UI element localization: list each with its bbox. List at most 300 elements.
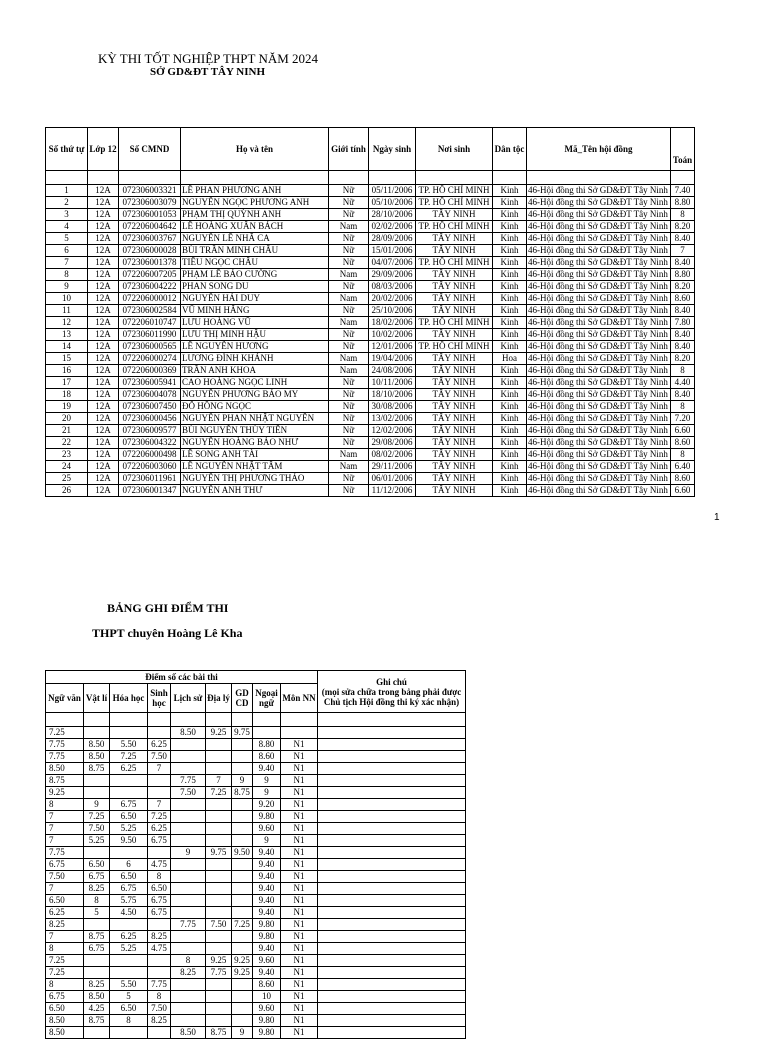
cell-full-name: NGUYỄN ANH THƯ	[181, 485, 329, 497]
table-row	[46, 919, 466, 931]
table-row	[46, 727, 466, 739]
cell-stt: 14	[46, 341, 88, 353]
cell-full-name: BÙI TRẦN MINH CHÂU	[181, 245, 329, 257]
table-row	[46, 473, 695, 485]
cell-id-number: 072306004078	[119, 389, 181, 401]
cell-note	[318, 763, 466, 775]
table-row	[46, 293, 695, 305]
cell-class: 12A	[88, 257, 119, 269]
cell-exam-council: 46-Hội đồng thi Sở GD&ĐT Tây Ninh	[527, 389, 671, 401]
table-row	[46, 209, 695, 221]
table-row	[46, 979, 466, 991]
cell-full-name: NGUYỄN PHAN NHẬT NGUYÊN	[181, 413, 329, 425]
cell-id-number: 072306009577	[119, 425, 181, 437]
cell-stt: 17	[46, 377, 88, 389]
cell-ethnicity: Kinh	[493, 413, 527, 425]
cell-full-name: PHẠM LÊ BẢO CƯỜNG	[181, 269, 329, 281]
cell-birthplace: TÂY NINH	[416, 281, 493, 293]
cell-full-name: TRẦN ANH KHOA	[181, 365, 329, 377]
score-table-group-header	[46, 671, 466, 684]
cell-foreign-language: 8.60	[253, 751, 281, 763]
cell-birth-date: 12/01/2006	[369, 341, 416, 353]
cell-note	[318, 835, 466, 847]
cell-history	[171, 907, 206, 919]
cell-literature: 8.75	[46, 775, 84, 787]
cell-civics	[232, 907, 253, 919]
table-row	[46, 907, 466, 919]
cell-gender: Nữ	[329, 329, 369, 341]
cell-physics: 8.50	[84, 991, 110, 1003]
cell-class: 12A	[88, 305, 119, 317]
cell-geography	[206, 799, 232, 811]
cell-foreign-language: 9.40	[253, 967, 281, 979]
cell-class: 12A	[88, 197, 119, 209]
cell-exam-council: 46-Hội đồng thi Sở GD&ĐT Tây Ninh	[527, 185, 671, 197]
cell-chemistry	[110, 847, 148, 859]
cell-note	[318, 931, 466, 943]
table-row	[46, 943, 466, 955]
cell-birthplace: TÂY NINH	[416, 461, 493, 473]
table-row	[46, 883, 466, 895]
cell-full-name: LƯƠNG ĐÌNH KHÁNH	[181, 353, 329, 365]
cell-math-score: 6.60	[671, 425, 695, 437]
cell-stt: 4	[46, 221, 88, 233]
cell-geography: 7.75	[206, 967, 232, 979]
cell-civics	[232, 979, 253, 991]
cell-foreign-language: 9.80	[253, 811, 281, 823]
cell-id-number: 072306000456	[119, 413, 181, 425]
cell-gender: Nữ	[329, 413, 369, 425]
cell-birth-date: 08/02/2006	[369, 449, 416, 461]
cell-history	[171, 811, 206, 823]
cell-note	[318, 751, 466, 763]
cell-foreign-language: 9.40	[253, 847, 281, 859]
cell-gender: Nữ	[329, 281, 369, 293]
cell-class: 12A	[88, 329, 119, 341]
cell-physics: 8	[84, 895, 110, 907]
cell-math-score: 8	[671, 449, 695, 461]
cell-civics	[232, 883, 253, 895]
cell-biology: 4.75	[148, 943, 171, 955]
cell-math-score: 8.40	[671, 257, 695, 269]
cell-foreign-language: 9.40	[253, 943, 281, 955]
cell-biology: 6.75	[148, 907, 171, 919]
cell-gender: Nữ	[329, 233, 369, 245]
cell-class: 12A	[88, 437, 119, 449]
cell-stt: 9	[46, 281, 88, 293]
cell-math-score: 8.40	[671, 389, 695, 401]
cell-math-score: 7.40	[671, 185, 695, 197]
cell-geography	[206, 883, 232, 895]
cell-birth-date: 29/08/2006	[369, 437, 416, 449]
cell-language-code: N1	[281, 763, 318, 775]
col-header-physics: Vật lí	[84, 684, 110, 713]
cell-history	[171, 979, 206, 991]
cell-ethnicity: Kinh	[493, 365, 527, 377]
cell-language-code: N1	[281, 895, 318, 907]
cell-stt: 12	[46, 317, 88, 329]
table-row	[46, 281, 695, 293]
cell-class: 12A	[88, 353, 119, 365]
cell-physics: 6.75	[84, 871, 110, 883]
cell-civics: 8.75	[232, 787, 253, 799]
cell-math-score: 8	[671, 401, 695, 413]
cell-biology: 6.75	[148, 895, 171, 907]
note-header: Ghi chú (mọi sửa chữa trong bảng phải được Chủ tịch Hội đồng thi ký xác nhận)	[318, 671, 466, 713]
cell-geography	[206, 907, 232, 919]
cell-full-name: LÊ SONG ANH TÀI	[181, 449, 329, 461]
cell-ethnicity: Kinh	[493, 401, 527, 413]
cell-exam-council: 46-Hội đồng thi Sở GD&ĐT Tây Ninh	[527, 473, 671, 485]
cell-id-number: 072306004222	[119, 281, 181, 293]
cell-stt: 24	[46, 461, 88, 473]
cell-full-name: CAO HOÀNG NGỌC LINH	[181, 377, 329, 389]
cell-geography	[206, 931, 232, 943]
score-group-header: Điểm số các bài thi	[46, 671, 318, 684]
cell-exam-council: 46-Hội đồng thi Sở GD&ĐT Tây Ninh	[527, 269, 671, 281]
cell-literature: 7.25	[46, 955, 84, 967]
cell-birth-date: 20/02/2006	[369, 293, 416, 305]
cell-exam-council: 46-Hội đồng thi Sở GD&ĐT Tây Ninh	[527, 425, 671, 437]
cell-biology: 6.50	[148, 883, 171, 895]
table-row	[46, 329, 695, 341]
cell-gender: Nữ	[329, 305, 369, 317]
cell-literature: 7	[46, 823, 84, 835]
cell-id-number: 072206007205	[119, 269, 181, 281]
cell-full-name: PHAN SONG DU	[181, 281, 329, 293]
cell-id-number: 072306002584	[119, 305, 181, 317]
cell-note	[318, 775, 466, 787]
cell-full-name: LÊ NGUYỄN HƯƠNG	[181, 341, 329, 353]
col-header-foreign-language: Ngoại ngữ	[253, 684, 281, 713]
cell-foreign-language: 8.60	[253, 979, 281, 991]
cell-stt: 7	[46, 257, 88, 269]
cell-math-score: 7.20	[671, 413, 695, 425]
cell-foreign-language: 9.60	[253, 955, 281, 967]
cell-stt: 19	[46, 401, 88, 413]
cell-physics	[84, 919, 110, 931]
cell-history	[171, 943, 206, 955]
cell-foreign-language	[253, 727, 281, 739]
cell-birth-date: 19/04/2006	[369, 353, 416, 365]
cell-birth-date: 11/12/2006	[369, 485, 416, 497]
cell-id-number: 072206010747	[119, 317, 181, 329]
cell-history	[171, 1015, 206, 1027]
cell-biology: 6.75	[148, 835, 171, 847]
cell-geography: 8.75	[206, 1027, 232, 1039]
cell-birth-date: 29/09/2006	[369, 269, 416, 281]
cell-math-score: 8.80	[671, 197, 695, 209]
cell-chemistry: 6.50	[110, 1003, 148, 1015]
cell-literature: 8	[46, 979, 84, 991]
table-row	[46, 365, 695, 377]
cell-civics	[232, 811, 253, 823]
table-row	[46, 847, 466, 859]
cell-exam-council: 46-Hội đồng thi Sở GD&ĐT Tây Ninh	[527, 197, 671, 209]
col-header-stt: Số thứ tự	[46, 128, 88, 171]
exam-title: KỲ THI TỐT NGHIỆP THPT NĂM 2024	[98, 51, 319, 66]
cell-birthplace: TÂY NINH	[416, 269, 493, 281]
cell-stt: 2	[46, 197, 88, 209]
cell-math-score: 4.40	[671, 377, 695, 389]
col-header-birthplace: Nơi sinh	[416, 128, 493, 171]
table-row	[46, 197, 695, 209]
cell-biology	[148, 967, 171, 979]
cell-foreign-language: 9.40	[253, 883, 281, 895]
cell-foreign-language: 9.60	[253, 1003, 281, 1015]
col-header-history: Lịch sử	[171, 684, 206, 713]
cell-gender: Nữ	[329, 197, 369, 209]
cell-note	[318, 943, 466, 955]
cell-math-score: 8.60	[671, 473, 695, 485]
cell-language-code: N1	[281, 811, 318, 823]
col-header-ethnicity: Dân tộc	[493, 128, 527, 171]
cell-chemistry: 5.25	[110, 943, 148, 955]
cell-exam-council: 46-Hội đồng thi Sở GD&ĐT Tây Ninh	[527, 485, 671, 497]
cell-history	[171, 883, 206, 895]
cell-birthplace: TP. HỒ CHÍ MINH	[416, 317, 493, 329]
cell-geography	[206, 763, 232, 775]
cell-biology: 8.25	[148, 1015, 171, 1027]
cell-stt: 6	[46, 245, 88, 257]
cell-birthplace: TÂY NINH	[416, 353, 493, 365]
cell-stt: 26	[46, 485, 88, 497]
cell-history	[171, 835, 206, 847]
cell-stt: 10	[46, 293, 88, 305]
cell-history	[171, 1003, 206, 1015]
cell-literature: 6.25	[46, 907, 84, 919]
cell-exam-council: 46-Hội đồng thi Sở GD&ĐT Tây Ninh	[527, 461, 671, 473]
cell-ethnicity: Kinh	[493, 185, 527, 197]
cell-history: 7.75	[171, 919, 206, 931]
cell-id-number: 072306000565	[119, 341, 181, 353]
cell-class: 12A	[88, 245, 119, 257]
cell-language-code	[281, 727, 318, 739]
cell-chemistry: 7.25	[110, 751, 148, 763]
cell-exam-council: 46-Hội đồng thi Sở GD&ĐT Tây Ninh	[527, 413, 671, 425]
table-row	[46, 1003, 466, 1015]
cell-foreign-language: 8.80	[253, 739, 281, 751]
cell-physics	[84, 967, 110, 979]
cell-math-score: 8.20	[671, 281, 695, 293]
cell-physics	[84, 727, 110, 739]
cell-language-code: N1	[281, 907, 318, 919]
cell-stt: 13	[46, 329, 88, 341]
cell-history	[171, 871, 206, 883]
cell-birth-date: 28/09/2006	[369, 233, 416, 245]
cell-class: 12A	[88, 341, 119, 353]
cell-id-number: 072306001378	[119, 257, 181, 269]
col-header-chemistry: Hóa học	[110, 684, 148, 713]
table-row	[46, 353, 695, 365]
table-row	[46, 425, 695, 437]
cell-geography	[206, 979, 232, 991]
cell-gender: Nữ	[329, 209, 369, 221]
cell-math-score: 8.40	[671, 305, 695, 317]
cell-language-code: N1	[281, 739, 318, 751]
cell-ethnicity: Kinh	[493, 329, 527, 341]
table-row	[46, 185, 695, 197]
cell-note	[318, 1015, 466, 1027]
cell-civics	[232, 739, 253, 751]
cell-language-code: N1	[281, 823, 318, 835]
cell-biology	[148, 847, 171, 859]
cell-id-number: 072306005941	[119, 377, 181, 389]
cell-literature: 7	[46, 883, 84, 895]
table-row	[46, 377, 695, 389]
cell-physics: 5	[84, 907, 110, 919]
table-row	[46, 775, 466, 787]
cell-biology: 8	[148, 871, 171, 883]
cell-civics: 9	[232, 775, 253, 787]
cell-literature: 7.75	[46, 739, 84, 751]
cell-civics	[232, 1003, 253, 1015]
cell-language-code: N1	[281, 751, 318, 763]
cell-history	[171, 799, 206, 811]
cell-chemistry: 4.50	[110, 907, 148, 919]
col-header-birth-date: Ngày sinh	[369, 128, 416, 171]
cell-exam-council: 46-Hội đồng thi Sở GD&ĐT Tây Ninh	[527, 437, 671, 449]
cell-math-score: 8.40	[671, 329, 695, 341]
cell-civics: 9.25	[232, 967, 253, 979]
cell-class: 12A	[88, 185, 119, 197]
cell-birth-date: 04/07/2006	[369, 257, 416, 269]
school-name: THPT chuyên Hoàng Lê Kha	[92, 626, 243, 640]
table-row	[46, 1027, 466, 1039]
cell-civics	[232, 1015, 253, 1027]
cell-biology	[148, 1027, 171, 1039]
cell-birthplace: TP. HỒ CHÍ MINH	[416, 197, 493, 209]
cell-note	[318, 883, 466, 895]
cell-ethnicity: Kinh	[493, 317, 527, 329]
cell-physics: 7.25	[84, 811, 110, 823]
cell-exam-council: 46-Hội đồng thi Sở GD&ĐT Tây Ninh	[527, 257, 671, 269]
cell-class: 12A	[88, 473, 119, 485]
cell-foreign-language: 9.80	[253, 1015, 281, 1027]
cell-gender: Nam	[329, 461, 369, 473]
cell-foreign-language: 9.80	[253, 919, 281, 931]
cell-biology: 7.25	[148, 811, 171, 823]
cell-stt: 23	[46, 449, 88, 461]
blank-row	[46, 713, 466, 727]
table-row	[46, 739, 466, 751]
cell-math-score: 8.40	[671, 341, 695, 353]
cell-physics: 8.75	[84, 931, 110, 943]
cell-biology: 8	[148, 991, 171, 1003]
cell-foreign-language: 10	[253, 991, 281, 1003]
col-header-civics: GD CD	[232, 684, 253, 713]
cell-full-name: NGUYỄN THỊ PHƯƠNG THẢO	[181, 473, 329, 485]
cell-exam-council: 46-Hội đồng thi Sở GD&ĐT Tây Ninh	[527, 245, 671, 257]
cell-literature: 9.25	[46, 787, 84, 799]
cell-history: 7.50	[171, 787, 206, 799]
cell-civics	[232, 799, 253, 811]
cell-civics: 9.25	[232, 955, 253, 967]
cell-foreign-language: 9.40	[253, 871, 281, 883]
cell-full-name: NGUYỄN HOÀNG BẢO NHƯ	[181, 437, 329, 449]
cell-stt: 11	[46, 305, 88, 317]
cell-chemistry	[110, 919, 148, 931]
cell-class: 12A	[88, 233, 119, 245]
cell-exam-council: 46-Hội đồng thi Sở GD&ĐT Tây Ninh	[527, 221, 671, 233]
cell-math-score: 7.80	[671, 317, 695, 329]
cell-physics: 6.75	[84, 943, 110, 955]
table-row	[46, 787, 466, 799]
cell-ethnicity: Kinh	[493, 281, 527, 293]
cell-ethnicity: Kinh	[493, 449, 527, 461]
cell-ethnicity: Kinh	[493, 473, 527, 485]
cell-physics: 7.50	[84, 823, 110, 835]
cell-note	[318, 739, 466, 751]
cell-literature: 7	[46, 931, 84, 943]
cell-foreign-language: 9	[253, 775, 281, 787]
cell-geography	[206, 739, 232, 751]
cell-language-code: N1	[281, 835, 318, 847]
cell-id-number: 072306001053	[119, 209, 181, 221]
cell-exam-council: 46-Hội đồng thi Sở GD&ĐT Tây Ninh	[527, 377, 671, 389]
table-row	[46, 485, 695, 497]
cell-note	[318, 811, 466, 823]
cell-biology: 6.25	[148, 739, 171, 751]
cell-note	[318, 919, 466, 931]
cell-geography: 9.25	[206, 727, 232, 739]
cell-biology	[148, 727, 171, 739]
cell-civics	[232, 943, 253, 955]
col-header-biology: Sinh học	[148, 684, 171, 713]
cell-full-name: TIÊU NGỌC CHÂU	[181, 257, 329, 269]
cell-biology: 4.75	[148, 859, 171, 871]
cell-gender: Nữ	[329, 377, 369, 389]
cell-geography	[206, 835, 232, 847]
cell-exam-council: 46-Hội đồng thi Sở GD&ĐT Tây Ninh	[527, 233, 671, 245]
cell-chemistry: 6.50	[110, 871, 148, 883]
cell-gender: Nữ	[329, 257, 369, 269]
cell-physics: 6.50	[84, 859, 110, 871]
cell-id-number: 072206003060	[119, 461, 181, 473]
cell-geography	[206, 1015, 232, 1027]
cell-stt: 5	[46, 233, 88, 245]
cell-civics	[232, 823, 253, 835]
cell-birthplace: TP. HỒ CHÍ MINH	[416, 257, 493, 269]
cell-literature: 6.75	[46, 991, 84, 1003]
cell-ethnicity: Hoa	[493, 353, 527, 365]
cell-math-score: 8.60	[671, 437, 695, 449]
cell-geography	[206, 943, 232, 955]
cell-civics	[232, 835, 253, 847]
cell-civics	[232, 895, 253, 907]
table-row	[46, 823, 466, 835]
cell-history: 7.75	[171, 775, 206, 787]
cell-birthplace: TÂY NINH	[416, 473, 493, 485]
cell-literature: 7	[46, 835, 84, 847]
cell-gender: Nữ	[329, 473, 369, 485]
cell-gender: Nam	[329, 365, 369, 377]
cell-math-score: 8.40	[671, 233, 695, 245]
cell-physics: 8.25	[84, 979, 110, 991]
table-row	[46, 389, 695, 401]
score-sheet-title: BẢNG GHI ĐIỂM THI	[107, 601, 229, 615]
cell-physics: 8.75	[84, 1015, 110, 1027]
cell-class: 12A	[88, 461, 119, 473]
cell-birthplace: TÂY NINH	[416, 233, 493, 245]
cell-birthplace: TÂY NINH	[416, 449, 493, 461]
cell-math-score: 8.20	[671, 221, 695, 233]
cell-exam-council: 46-Hội đồng thi Sở GD&ĐT Tây Ninh	[527, 365, 671, 377]
cell-biology: 6.25	[148, 823, 171, 835]
cell-full-name: BÙI NGUYỄN THÙY TIÊN	[181, 425, 329, 437]
cell-ethnicity: Kinh	[493, 269, 527, 281]
cell-note	[318, 967, 466, 979]
